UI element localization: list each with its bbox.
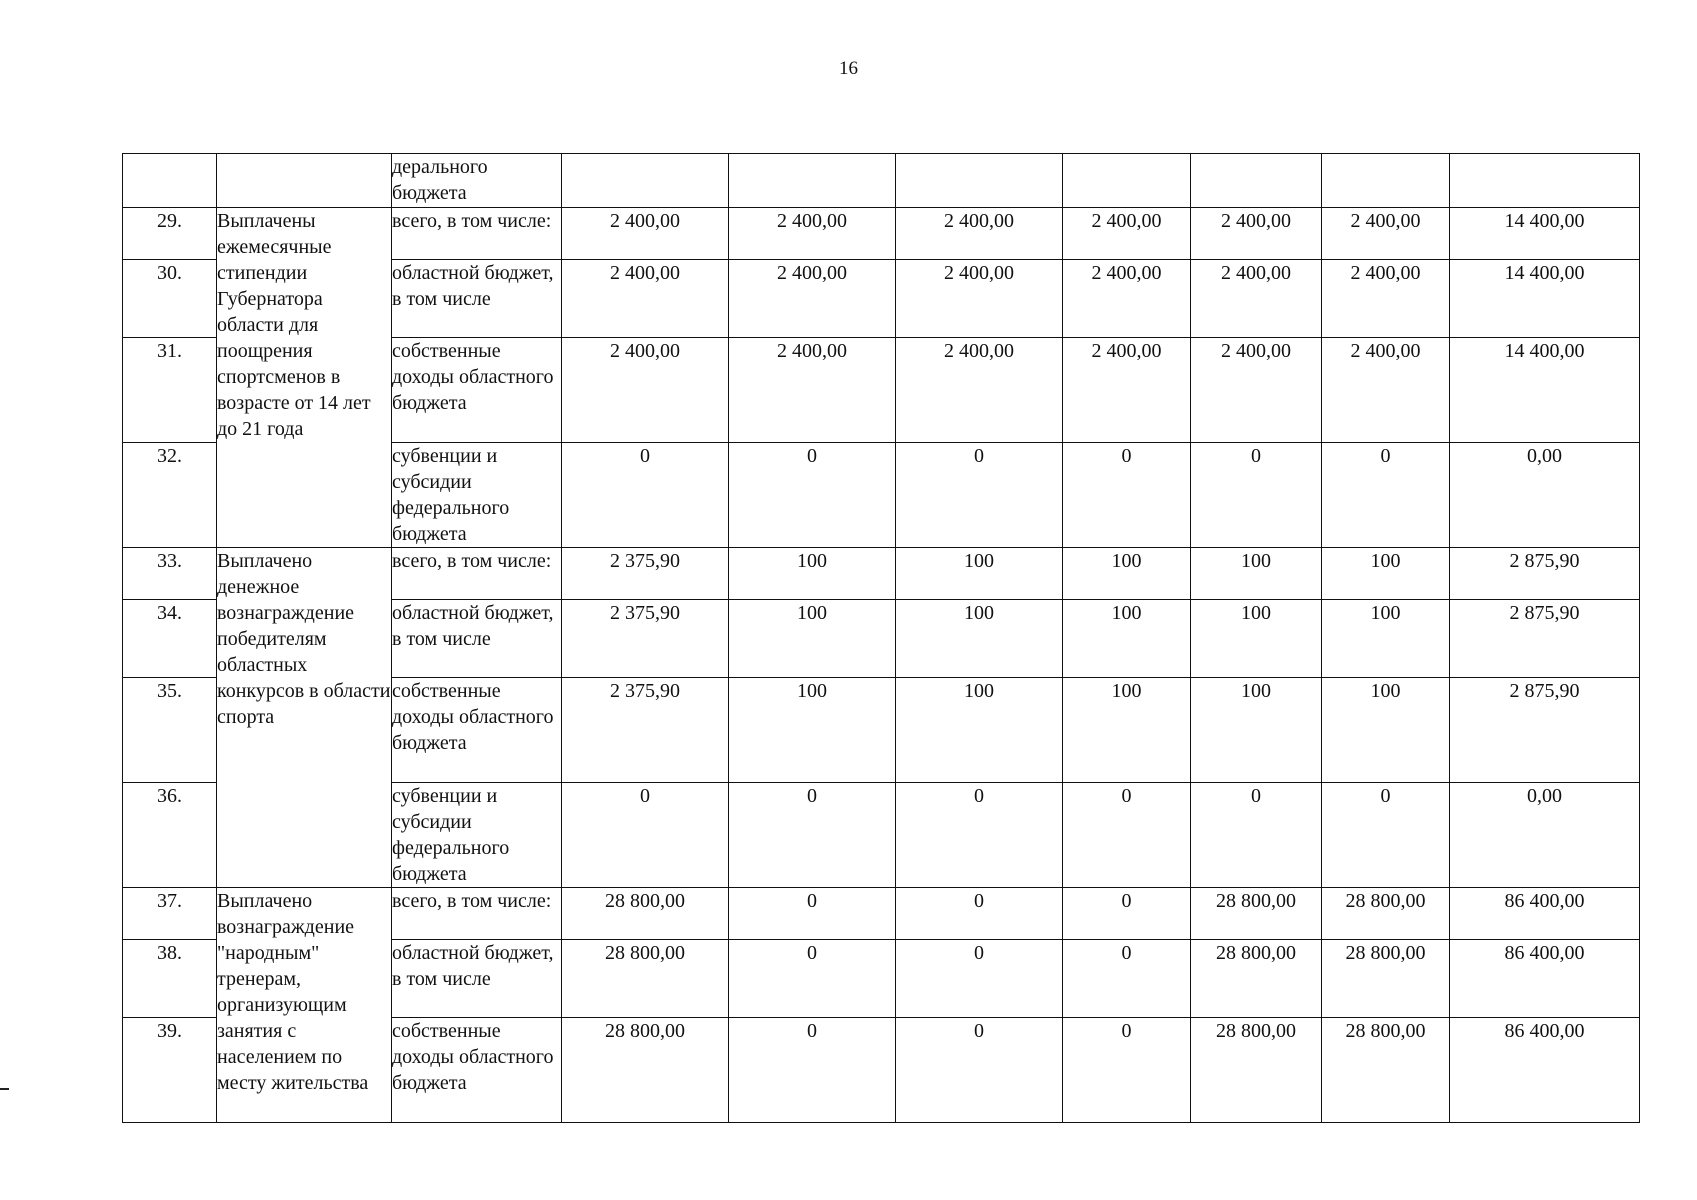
source-cell: всего, в том числе: <box>392 548 562 600</box>
value-cell: 2 400,00 <box>1191 208 1322 260</box>
value-cell: 100 <box>1322 548 1450 600</box>
value-cell: 2 400,00 <box>1191 338 1322 443</box>
value-cell: 2 375,90 <box>562 548 729 600</box>
total-cell <box>1450 154 1640 208</box>
value-cell: 2 400,00 <box>1322 208 1450 260</box>
value-cell: 100 <box>1063 600 1191 678</box>
value-cell: 100 <box>1191 600 1322 678</box>
value-cell: 2 400,00 <box>896 338 1063 443</box>
table-row <box>123 154 1640 208</box>
source-cell: собственные доходы областного бюджета <box>392 338 562 443</box>
table-row <box>123 888 1640 940</box>
value-cell: 2 375,90 <box>562 600 729 678</box>
value-cell: 28 800,00 <box>1191 1018 1322 1123</box>
value-cell: 0 <box>1063 888 1191 940</box>
total-cell: 14 400,00 <box>1450 208 1640 260</box>
num-cell <box>123 154 217 208</box>
total-cell: 14 400,00 <box>1450 338 1640 443</box>
value-cell: 2 375,90 <box>562 678 729 783</box>
value-cell: 2 400,00 <box>729 260 896 338</box>
budget-table <box>122 153 1640 1123</box>
value-cell: 100 <box>729 548 896 600</box>
source-cell: субвенции и субсидии федерального бюджета <box>392 783 562 888</box>
row-number: 32. <box>123 443 217 548</box>
value-cell: 100 <box>1191 548 1322 600</box>
row-number: 37. <box>123 888 217 940</box>
value-cell: 2 400,00 <box>562 338 729 443</box>
value-cell: 100 <box>1322 600 1450 678</box>
value-cell <box>1322 154 1450 208</box>
source-cell: всего, в том числе: <box>392 208 562 260</box>
value-cell <box>1063 154 1191 208</box>
source-cell: областной бюджет, в том числе <box>392 600 562 678</box>
value-cell: 100 <box>1191 678 1322 783</box>
value-cell: 0 <box>562 443 729 548</box>
total-cell: 86 400,00 <box>1450 888 1640 940</box>
value-cell: 0 <box>1191 783 1322 888</box>
value-cell: 28 800,00 <box>1322 1018 1450 1123</box>
value-cell: 0 <box>729 888 896 940</box>
value-cell <box>562 154 729 208</box>
value-cell <box>896 154 1063 208</box>
source-cell: собственные доходы областного бюджета <box>392 678 562 783</box>
row-number: 34. <box>123 600 217 678</box>
source-cell: областной бюджет, в том числе <box>392 940 562 1018</box>
value-cell: 0 <box>1191 443 1322 548</box>
row-number: 31. <box>123 338 217 443</box>
value-cell: 0 <box>896 443 1063 548</box>
value-cell: 2 400,00 <box>1063 338 1191 443</box>
value-cell <box>729 154 896 208</box>
item-description: Выплачено денежное вознаграждение победителям областных конкурсов в области спорта <box>217 548 392 888</box>
value-cell: 100 <box>1063 548 1191 600</box>
row-number: 36. <box>123 783 217 888</box>
value-cell: 2 400,00 <box>562 208 729 260</box>
description-cell <box>217 154 392 208</box>
value-cell: 0 <box>1063 940 1191 1018</box>
value-cell: 0 <box>896 783 1063 888</box>
value-cell: 0 <box>896 940 1063 1018</box>
value-cell: 100 <box>896 600 1063 678</box>
total-cell: 0,00 <box>1450 783 1640 888</box>
value-cell: 2 400,00 <box>729 338 896 443</box>
value-cell: 2 400,00 <box>562 260 729 338</box>
value-cell: 100 <box>896 678 1063 783</box>
row-number: 29. <box>123 208 217 260</box>
page-number: 16 <box>839 58 858 79</box>
value-cell: 28 800,00 <box>1191 940 1322 1018</box>
item-description: Выплачены ежемесячные стипендии Губернатора области для поощрения спортсменов в возрасте от 14 лет до 21 года <box>217 208 392 548</box>
row-number: 35. <box>123 678 217 783</box>
value-cell <box>1191 154 1322 208</box>
source-cell: дерального бюджета <box>392 154 562 208</box>
row-number: 33. <box>123 548 217 600</box>
value-cell: 28 800,00 <box>562 888 729 940</box>
value-cell: 0 <box>1063 783 1191 888</box>
item-description: Выплачено вознаграждение "народным" тренерам, организующим занятия с населением по месту жительства <box>217 888 392 1123</box>
margin-mark <box>0 1088 9 1090</box>
value-cell: 2 400,00 <box>1322 260 1450 338</box>
total-cell: 2 875,90 <box>1450 678 1640 783</box>
value-cell: 0 <box>562 783 729 888</box>
value-cell: 28 800,00 <box>1322 940 1450 1018</box>
value-cell: 0 <box>1063 443 1191 548</box>
source-cell: собственные доходы областного бюджета <box>392 1018 562 1123</box>
value-cell: 0 <box>1322 783 1450 888</box>
value-cell: 28 800,00 <box>1191 888 1322 940</box>
value-cell: 0 <box>729 1018 896 1123</box>
value-cell: 2 400,00 <box>1322 338 1450 443</box>
total-cell: 86 400,00 <box>1450 940 1640 1018</box>
total-cell: 0,00 <box>1450 443 1640 548</box>
value-cell: 0 <box>729 783 896 888</box>
source-cell: субвенции и субсидии федерального бюджета <box>392 443 562 548</box>
value-cell: 0 <box>1322 443 1450 548</box>
value-cell: 28 800,00 <box>562 1018 729 1123</box>
value-cell: 100 <box>1063 678 1191 783</box>
value-cell: 2 400,00 <box>1191 260 1322 338</box>
value-cell: 100 <box>729 600 896 678</box>
value-cell: 0 <box>896 1018 1063 1123</box>
source-cell: областной бюджет, в том числе <box>392 260 562 338</box>
table-row <box>123 548 1640 600</box>
table-row <box>123 208 1640 260</box>
value-cell: 2 400,00 <box>1063 208 1191 260</box>
value-cell: 0 <box>1063 1018 1191 1123</box>
value-cell: 2 400,00 <box>1063 260 1191 338</box>
row-number: 38. <box>123 940 217 1018</box>
value-cell: 100 <box>1322 678 1450 783</box>
value-cell: 2 400,00 <box>896 260 1063 338</box>
source-cell: всего, в том числе: <box>392 888 562 940</box>
row-number: 30. <box>123 260 217 338</box>
value-cell: 0 <box>729 443 896 548</box>
value-cell: 100 <box>896 548 1063 600</box>
value-cell: 0 <box>896 888 1063 940</box>
row-number: 39. <box>123 1018 217 1123</box>
total-cell: 86 400,00 <box>1450 1018 1640 1123</box>
total-cell: 14 400,00 <box>1450 260 1640 338</box>
value-cell: 2 400,00 <box>896 208 1063 260</box>
value-cell: 100 <box>729 678 896 783</box>
value-cell: 2 400,00 <box>729 208 896 260</box>
value-cell: 0 <box>729 940 896 1018</box>
value-cell: 28 800,00 <box>562 940 729 1018</box>
value-cell: 28 800,00 <box>1322 888 1450 940</box>
total-cell: 2 875,90 <box>1450 548 1640 600</box>
total-cell: 2 875,90 <box>1450 600 1640 678</box>
